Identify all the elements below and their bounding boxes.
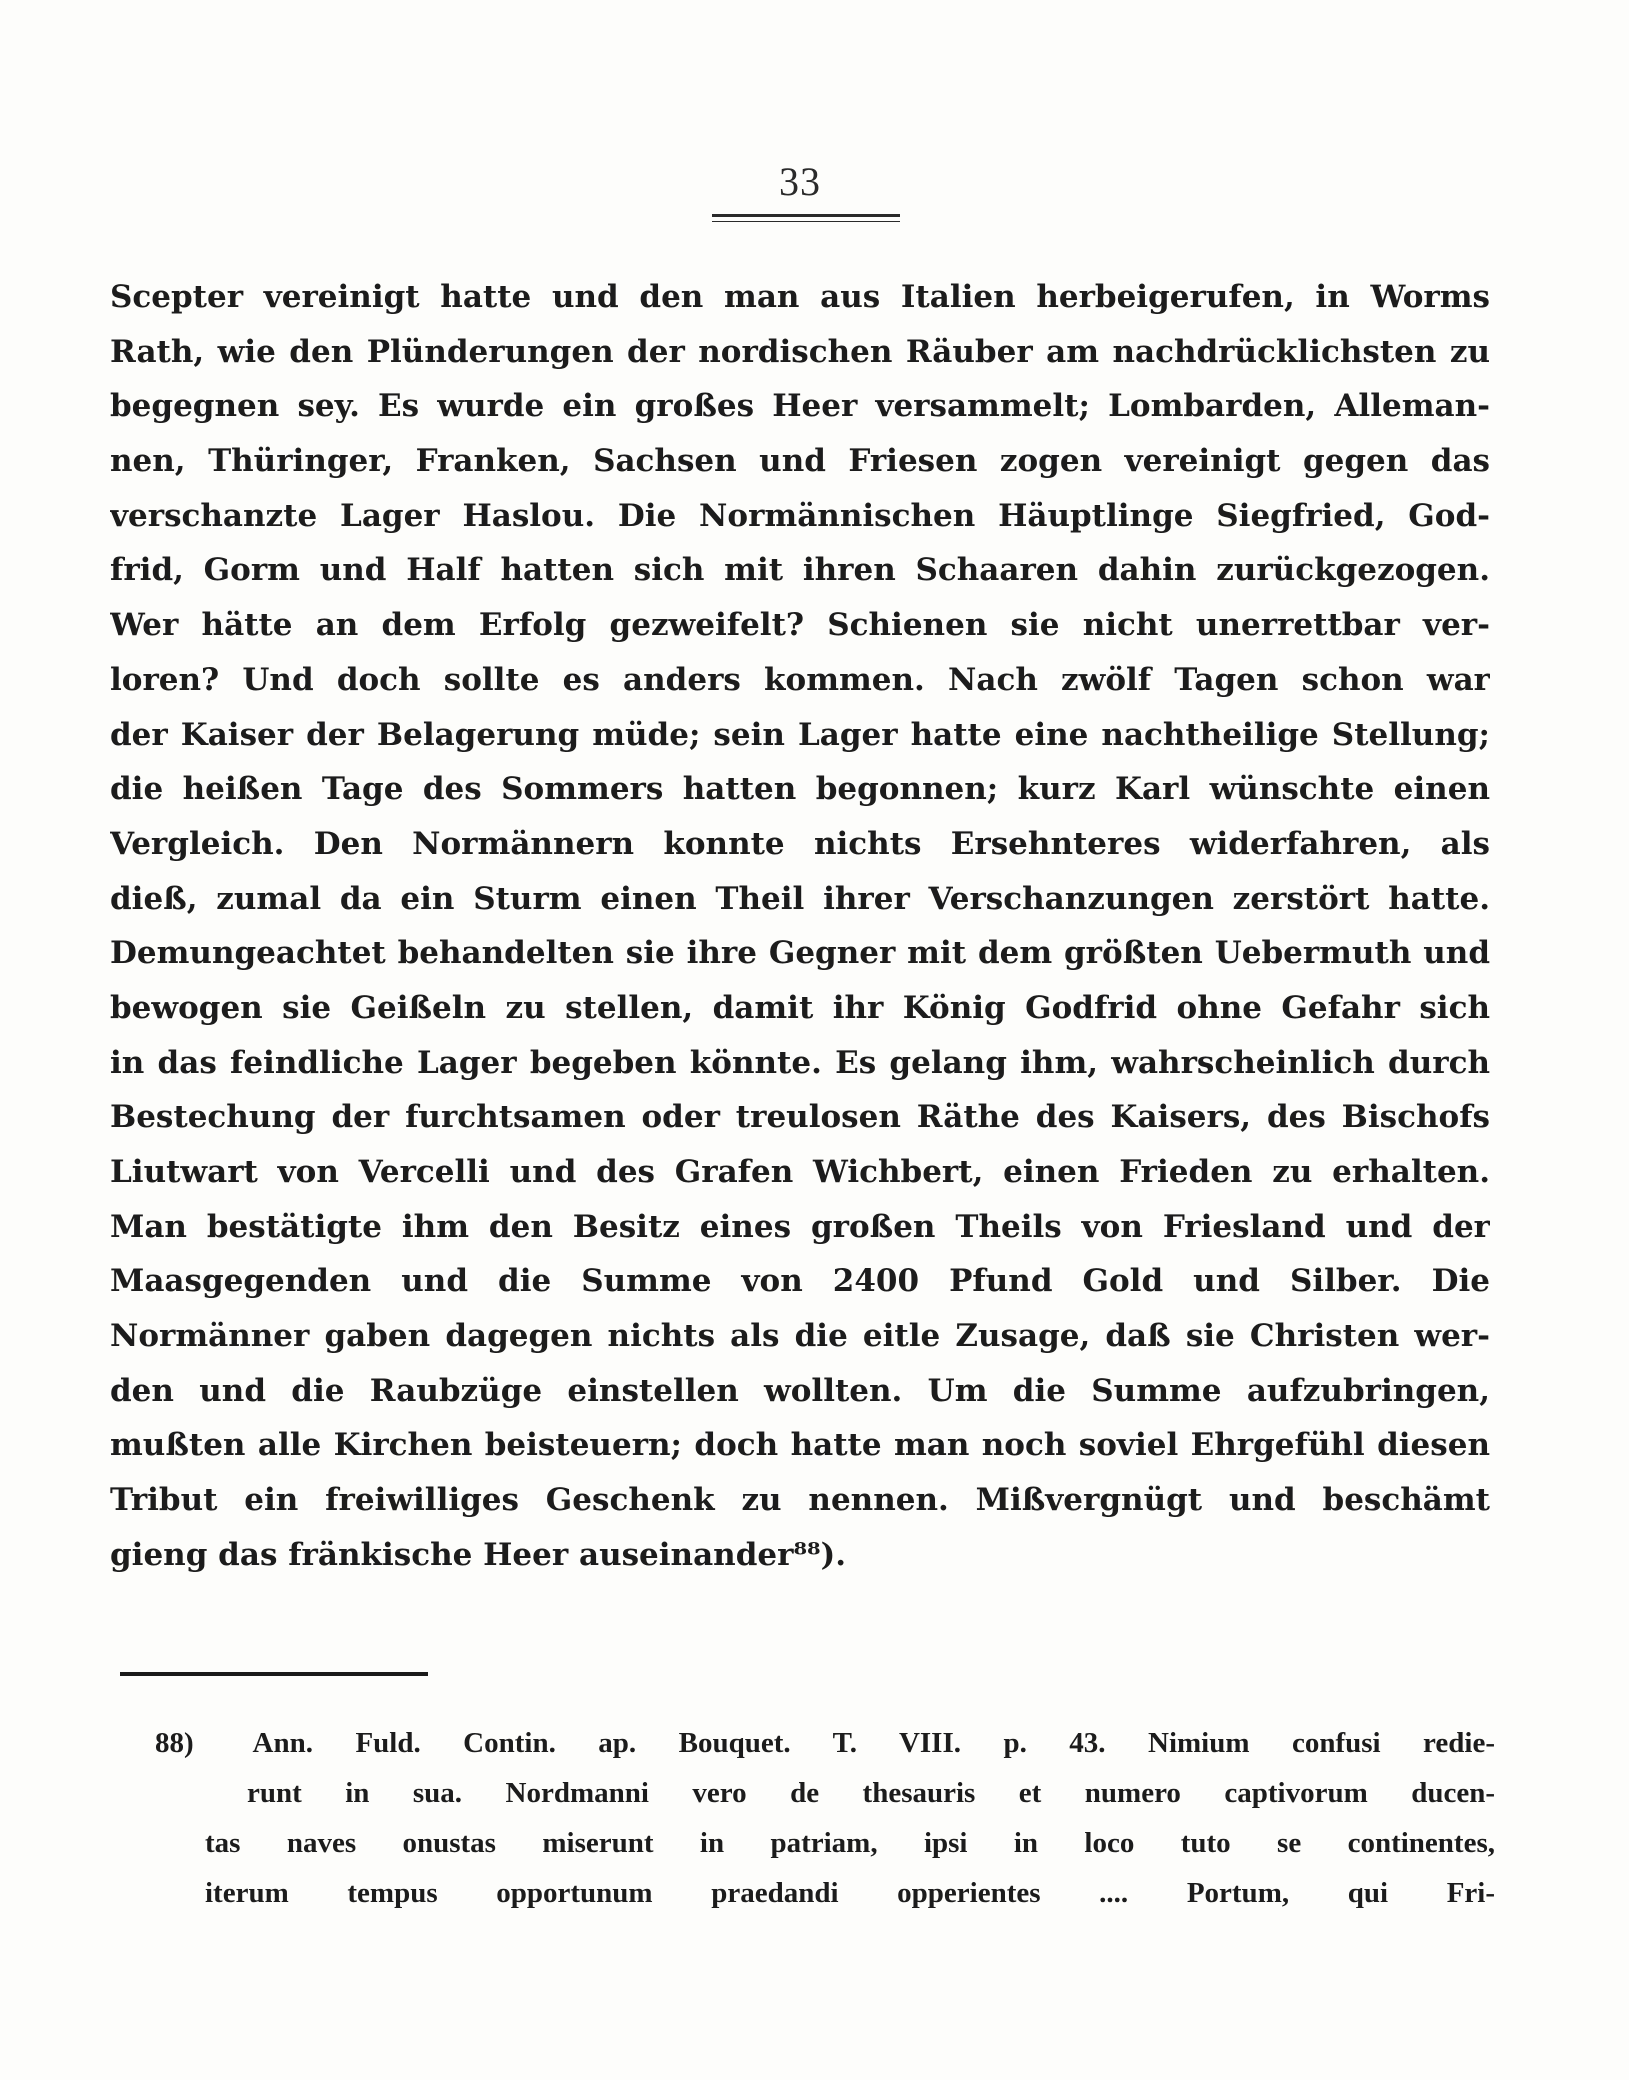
body-line: dieß, zumal da ein Sturm einen Theil ihrer Verschanzungen zerstört hatte. (110, 880, 1490, 917)
footnote-text: Ann. Fuld. Contin. ap. Bouquet. T. VIII. p. 43. Nimium confusi redie- (252, 1727, 1495, 1759)
body-line: mußten alle Kirchen beisteuern; doch hatte man noch soviel Ehrgefühl diesen (110, 1427, 1490, 1464)
body-line: Demungeachtet behandelten sie ihre Gegner mit dem größten Uebermuth und (110, 935, 1490, 972)
body-line: Tribut ein freiwilliges Geschenk zu nennen. Mißvergnügt und beschämt (110, 1482, 1490, 1519)
body-line: in das feindliche Lager begeben könnte. Es gelang ihm, wahrscheinlich durch (110, 1044, 1490, 1081)
body-line: loren? Und doch sollte es anders kommen. Nach zwölf Tagen schon war (110, 661, 1490, 698)
header-rule-thick (712, 214, 900, 217)
footnote-separator (120, 1672, 428, 1676)
body-line: die heißen Tage des Sommers hatten begonnen; kurz Karl wünschte einen (110, 771, 1490, 808)
body-line: den und die Raubzüge einstellen wollten. Um die Summe aufzubringen, (110, 1372, 1490, 1409)
body-line: Normänner gaben dagegen nichts als die eitle Zusage, daß sie Christen wer- (110, 1318, 1490, 1355)
footnote-marker: 88) (155, 1727, 194, 1759)
footnote-line-first (155, 1718, 1495, 1768)
footnote-line: tas naves onustas miserunt in patriam, ipsi in loco tuto se continentes, (205, 1827, 1495, 1859)
body-line: bewogen sie Geißeln zu stellen, damit ihr König Godfrid ohne Gefahr sich (110, 989, 1490, 1026)
footnote-line: iterum tempus opportunum praedandi opperientes .... Portum, qui Fri- (205, 1877, 1495, 1909)
body-line: frid, Gorm und Half hatten sich mit ihren Schaaren dahin zurückgezogen. (110, 552, 1490, 589)
header-rule-thin (712, 221, 900, 222)
body-line: Maasgegenden und die Summe von 2400 Pfund Gold und Silber. Die (110, 1263, 1490, 1300)
body-line: verschanzte Lager Haslou. Die Normännischen Häuptlinge Siegfried, God- (110, 497, 1490, 534)
body-line: Vergleich. Den Normännern konnte nichts Ersehnteres widerfahren, als (110, 825, 1490, 862)
body-line: Liutwart von Vercelli und des Grafen Wichbert, einen Frieden zu erhalten. (110, 1154, 1490, 1190)
body-line: Rath, wie den Plünderungen der nordischen Räuber am nachdrücklichsten zu (110, 333, 1490, 370)
body-line: der Kaiser der Belagerung müde; sein Lager hatte eine nachtheilige Stellung; (110, 716, 1490, 753)
footnote-line: runt in sua. Nordmanni vero de thesauris et numero captivorum ducen- (247, 1777, 1495, 1809)
body-line: Bestechung der furchtsamen oder treulosen Räthe des Kaisers, des Bischofs (110, 1099, 1490, 1136)
body-line: Scepter vereinigt hatte und den man aus Italien herbeigerufen, in Worms (110, 279, 1490, 315)
footnote (155, 1718, 1495, 1918)
body-line: Man bestätigte ihm den Besitz eines großen Theils von Friesland und der (110, 1208, 1490, 1245)
body-text (110, 270, 1490, 1583)
body-line: Wer hätte an dem Erfolg gezweifelt? Schienen sie nicht unerrettbar ver- (110, 607, 1490, 644)
body-line-last: gieng das fränkische Heer auseinander⁸⁸). (110, 1536, 847, 1573)
body-line: begegnen sey. Es wurde ein großes Heer versammelt; Lombarden, Alleman- (110, 388, 1490, 425)
body-line: nen, Thüringer, Franken, Sachsen und Friesen zogen vereinigt gegen das (110, 443, 1490, 480)
page-number: 33 (779, 159, 821, 204)
